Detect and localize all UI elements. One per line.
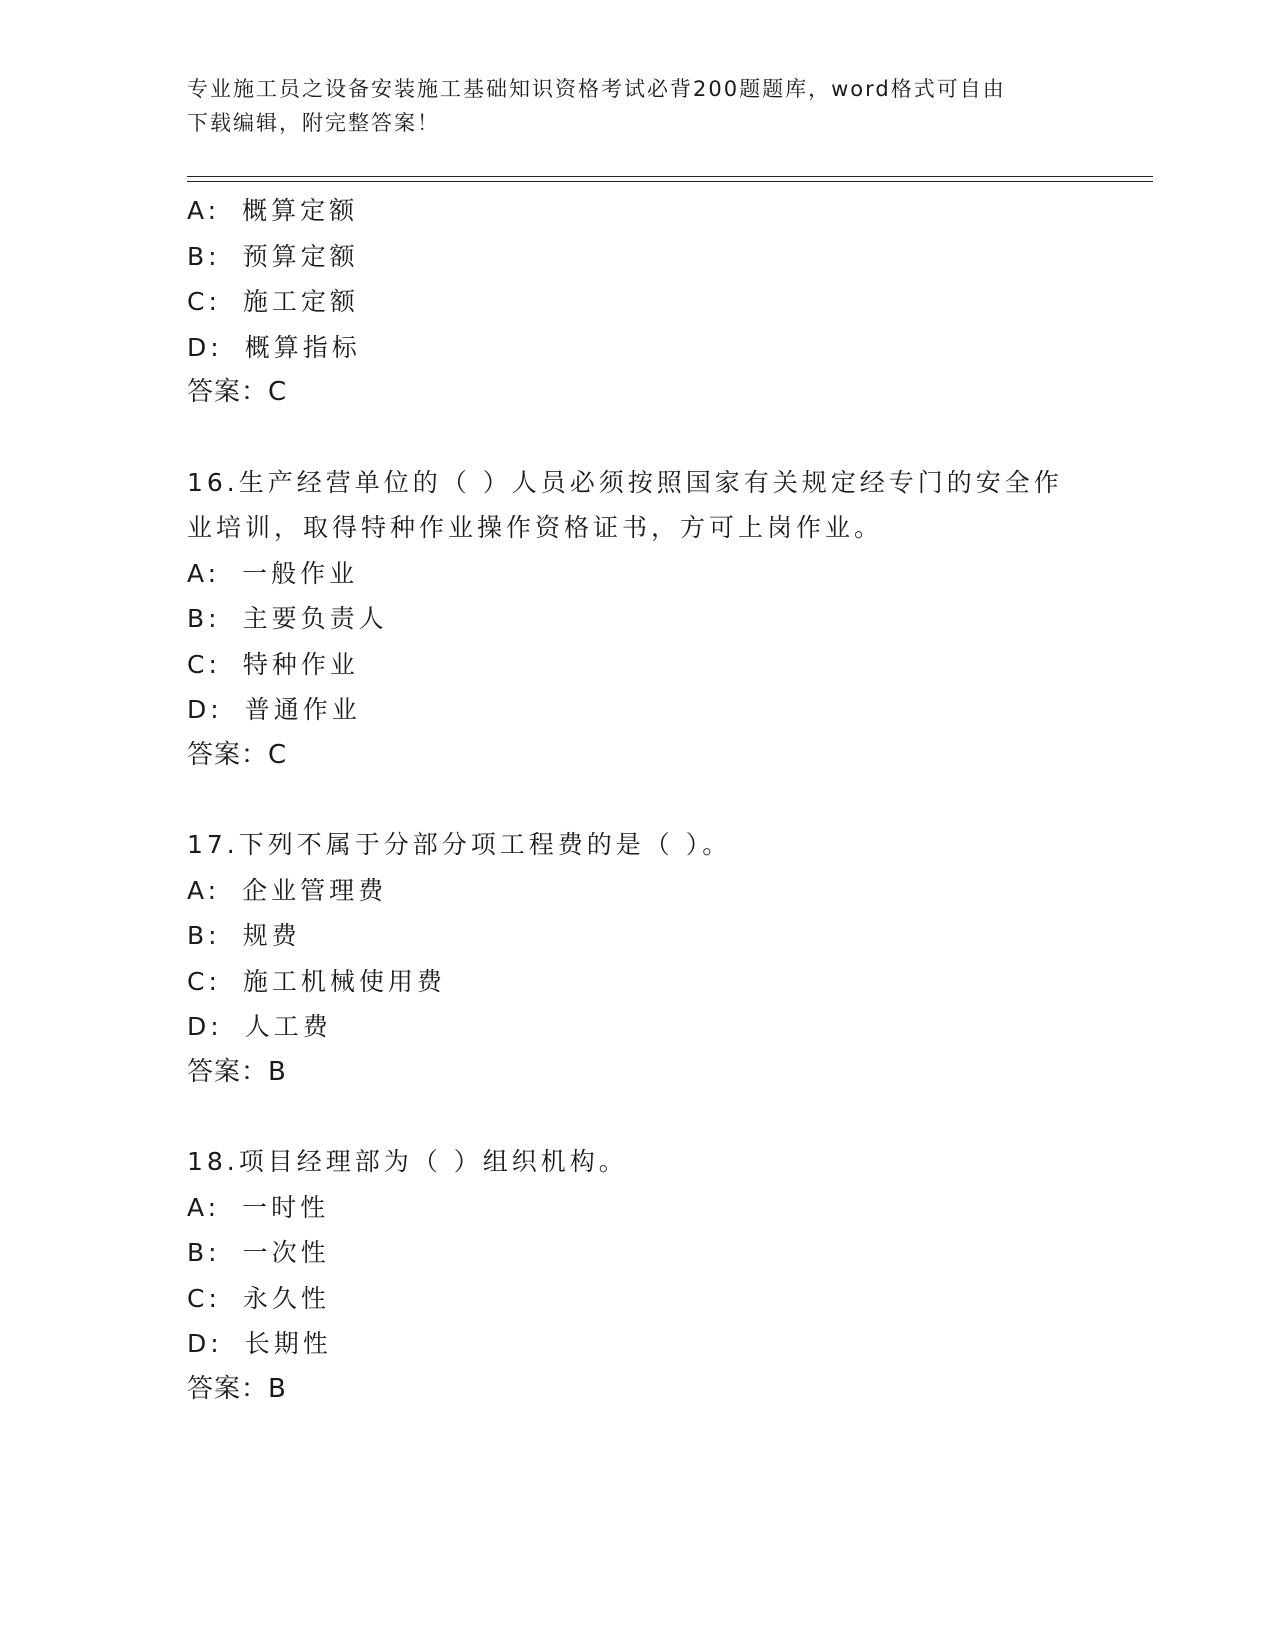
option-text: 人工费 [244,1012,332,1041]
option-row [187,279,1087,325]
question-stem-line: 业培训，取得特种作业操作资格证书，方可上岗作业。 [187,513,884,542]
option-row [187,188,1087,234]
option-letter: D: [187,1012,223,1041]
answer-line: 答案：C [187,739,288,770]
option-text: 企业管理费 [242,875,388,905]
option-letter: D: [187,695,223,724]
header-line-2: 下载编辑，附完整答案！ [187,111,440,135]
option-row [187,1321,1087,1367]
option-row [187,1230,1087,1276]
option-letter: D: [187,1329,223,1358]
option-letter: B: [187,604,221,633]
question-stem-line: 17.下列不属于分部分项工程费的是（ ）。 [187,830,732,859]
question-list [187,188,1087,1412]
option-row [187,1276,1087,1322]
option-text: 主要负责人 [242,604,388,633]
option-text: 一般作业 [242,558,359,588]
option-text: 一次性 [242,1238,330,1267]
header-divider-top [187,176,1153,177]
option-row [187,642,1087,688]
option-letter: A: [187,1192,221,1222]
option-text: 长期性 [244,1329,332,1358]
option-letter: B: [187,1238,221,1267]
option-letter: D: [187,332,223,362]
document-header [187,72,1067,140]
option-text: 预算定额 [242,241,359,271]
option-text: 规费 [242,921,301,950]
header-line-1: 专业施工员之设备安装施工基础知识资格考试必背200题题库，word格式可自由 [187,77,1006,101]
option-row [187,325,1087,371]
option-text: 概算定额 [242,196,359,225]
answer-line: 答案：B [187,1373,287,1404]
option-letter: C: [187,287,221,316]
option-row [187,1185,1087,1231]
option-row [187,959,1087,1005]
option-letter: B: [187,241,221,271]
option-letter: A: [187,875,221,905]
answer-line: 答案：B [187,1056,287,1087]
question-block [187,188,1087,416]
option-text: 一时性 [242,1192,330,1222]
option-letter: C: [187,649,221,679]
option-text: 施工定额 [242,287,359,316]
option-text: 永久性 [242,1283,330,1313]
question-spacer [187,778,1087,822]
option-text: 施工机械使用费 [242,966,446,996]
option-row [187,596,1087,642]
option-letter: C: [187,966,221,996]
option-text: 普通作业 [244,695,361,724]
question-stem-line: 18.项目经理部为（ ）组织机构。 [187,1147,628,1176]
option-row [187,1004,1087,1050]
question-stem-line: 16.生产经营单位的（ ）人员必须按照国家有关规定经专门的安全作 [187,467,1063,497]
option-letter: C: [187,1283,221,1313]
question-block [187,460,1087,779]
option-row [187,913,1087,959]
question-spacer [187,1095,1087,1139]
option-text: 概算指标 [244,332,361,362]
option-text: 特种作业 [242,649,359,679]
header-divider-bottom [187,181,1153,182]
option-row [187,234,1087,280]
question-block [187,1139,1087,1412]
option-row [187,687,1087,733]
option-row [187,551,1087,597]
option-row [187,868,1087,914]
question-block [187,822,1087,1095]
question-spacer [187,416,1087,460]
option-letter: A: [187,196,221,225]
option-letter: B: [187,921,221,950]
answer-line: 答案：C [187,377,288,407]
option-letter: A: [187,558,221,588]
